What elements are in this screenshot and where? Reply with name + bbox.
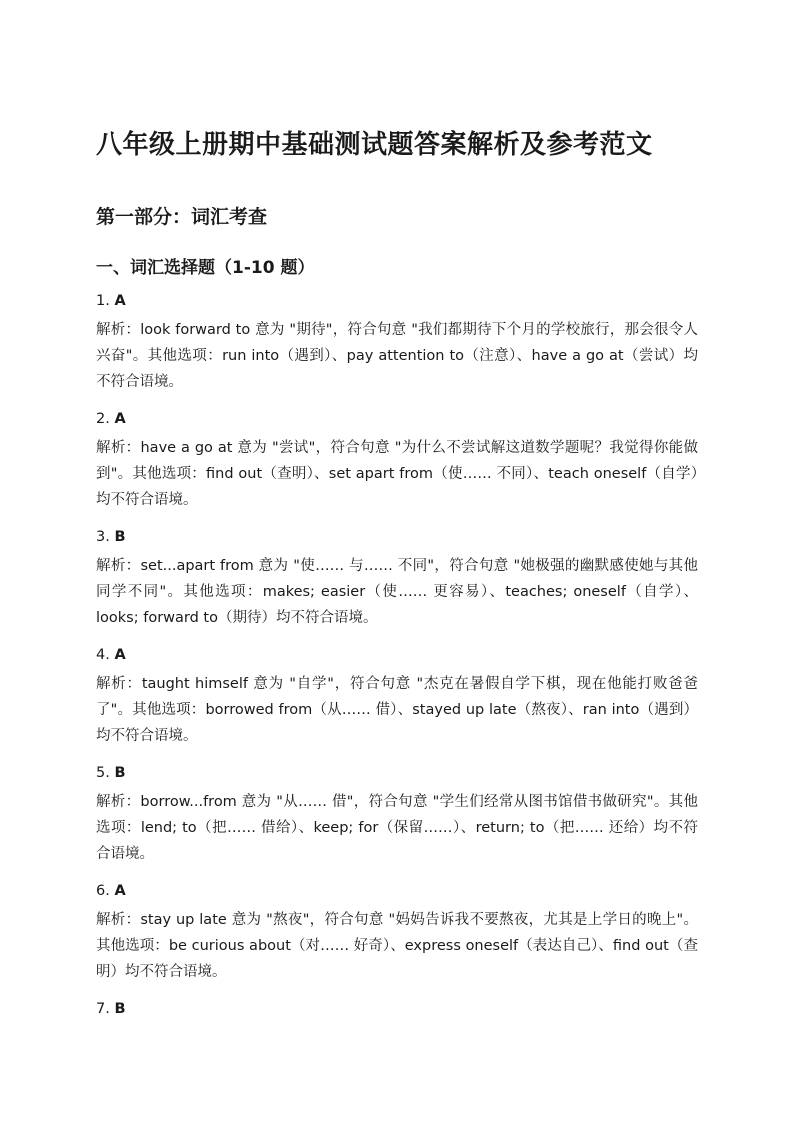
question-explanation: 解析：set...apart from 意为 "使…… 与…… 不同"，符合句意 "她极强的幽默感使她与其他同学不同"。其他选项：makes; easier（使…… 更容易）、teaches; oneself（自学）、looks; forward to（期待）均不符合语境。	[96, 558, 698, 626]
question-explanation: 解析：have a go at 意为 "尝试"，符合句意 "为什么不尝试解这道数学题呢？我觉得你能做到"。其他选项：find out（查明）、set apart from（使…… 不同）、teach oneself（自学）均不符合语境。	[96, 440, 698, 508]
question-answer: B	[114, 529, 126, 545]
question-number: 1.	[96, 293, 110, 309]
question-answer: A	[114, 883, 126, 899]
question-number: 3.	[96, 529, 110, 545]
question-number: 4.	[96, 647, 110, 663]
question-answer: A	[114, 647, 126, 663]
question-answer: A	[114, 293, 126, 309]
question-header	[96, 644, 698, 666]
question-header	[96, 526, 698, 548]
question-item	[96, 644, 698, 749]
question-item	[96, 290, 698, 395]
part-title: 第一部分：词汇考查	[96, 206, 268, 228]
question-item	[96, 880, 698, 985]
question-number: 6.	[96, 883, 110, 899]
question-answer: A	[114, 411, 126, 427]
question-item	[96, 408, 698, 513]
question-answer: B	[114, 765, 126, 781]
question-item	[96, 998, 698, 1020]
section-title: 一、词汇选择题（1-10 题）	[96, 258, 315, 278]
question-number: 7.	[96, 1001, 110, 1017]
question-number: 2.	[96, 411, 110, 427]
question-explanation: 解析：stay up late 意为 "熬夜"，符合句意 "妈妈告诉我不要熬夜，尤其是上学日的晚上"。其他选项：be curious about（对…… 好奇）、express oneself（表达自己）、find out（查明）均不符合语境。	[96, 912, 698, 980]
question-explanation: 解析：borrow...from 意为 "从…… 借"，符合句意 "学生们经常从图书馆借书做研究"。其他选项：lend; to（把…… 借给）、keep; for（保留……）、return; to（把…… 还给）均不符合语境。	[96, 794, 698, 862]
question-answer: B	[114, 1001, 126, 1017]
document-title: 八年级上册期中基础测试题答案解析及参考范文	[96, 130, 653, 160]
question-explanation: 解析：look forward to 意为 "期待"，符合句意 "我们都期待下个月的学校旅行，那会很令人兴奋"。其他选项：run into（遇到）、pay attention to（注意）、have a go at（尝试）均不符合语境。	[96, 322, 698, 390]
question-number: 5.	[96, 765, 110, 781]
question-header	[96, 880, 698, 902]
question-header	[96, 998, 698, 1020]
question-header	[96, 290, 698, 312]
question-header	[96, 408, 698, 430]
question-explanation: 解析：taught himself 意为 "自学"，符合句意 "杰克在暑假自学下棋，现在他能打败爸爸了"。其他选项：borrowed from（从…… 借）、stayed up late（熬夜）、ran into（遇到）均不符合语境。	[96, 676, 698, 744]
question-item	[96, 526, 698, 631]
question-header	[96, 762, 698, 784]
question-item	[96, 762, 698, 867]
question-list	[96, 290, 698, 1033]
